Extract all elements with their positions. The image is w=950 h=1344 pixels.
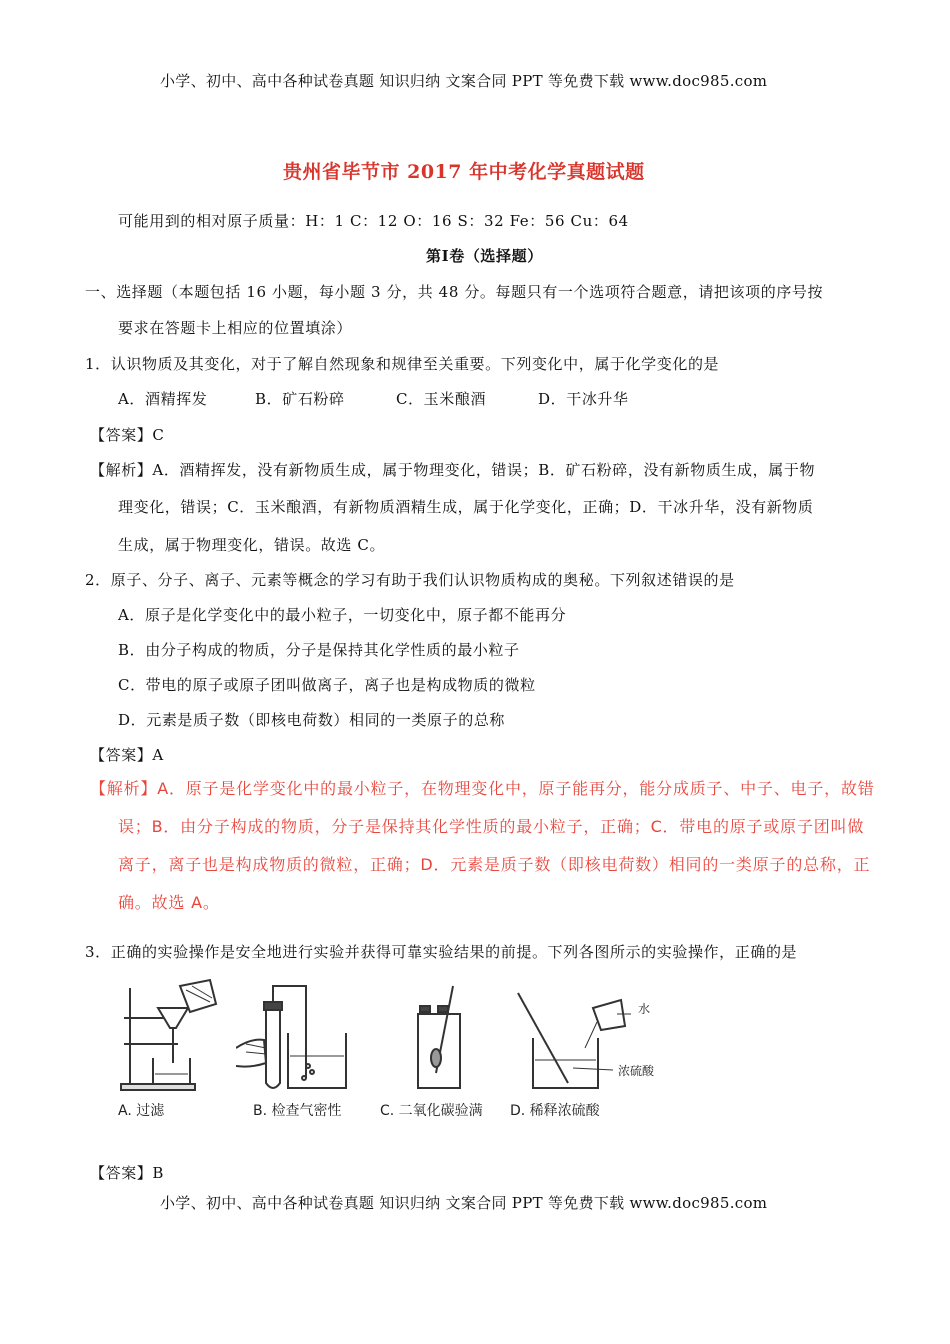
q3-figures [118,978,655,1133]
q2-option-d: D．元素是质子数（即核电荷数）相同的一类原子的总称 [118,711,506,729]
caption-a: A. 过滤 [118,1103,165,1119]
section-instructions-line2: 要求在答题卡上相应的位置填涂） [118,319,353,337]
page-title: 贵州省毕节市 2017 年中考化学真题试题 [283,161,645,183]
section-instructions-line1: 一、选择题（本题包括 16 小题，每小题 3 分，共 48 分。每题只有一个选项符合题意，请把该项的序号按 [85,283,824,301]
q2-analysis-line4: 确。故选 A。 [118,893,220,912]
q2-option-c: C．带电的原子或原子团叫做离子，离子也是构成物质的微粒 [118,676,536,694]
q2-analysis-line3: 离子，离子也是构成物质的微粒，正确；D．元素是质子数（即核电荷数）相同的一类原子的总称，正 [118,855,871,874]
q1-analysis-line2: 理变化，错误；C．玉米酿酒，有新物质酒精生成，属于化学变化，正确；D．干冰升华，没有新物质 [118,498,814,516]
label-water: 水 [638,1002,651,1016]
header-banner: 小学、初中、高中各种试卷真题 知识归纳 文案合同 PPT 等免费下载 www.doc985.com [160,72,768,90]
q1-option-a: A．酒精挥发 [118,390,208,408]
q1-option-d: D．干冰升华 [538,390,629,408]
caption-b: B. 检查气密性 [253,1103,342,1119]
filtration-figure [118,978,228,1098]
q2-analysis-line2: 误；B．由分子构成的物质，分子是保持其化学性质的最小粒子，正确；C．带电的原子或原子团叫做 [118,817,865,836]
atomic-mass-line: 可能用到的相对原子质量：H：1 C：12 O：16 S：32 Fe：56 Cu：64 [118,212,629,230]
q2-option-a: A．原子是化学变化中的最小粒子，一切变化中，原子都不能再分 [118,606,567,624]
q1-option-c: C．玉米酿酒 [396,390,487,408]
label-acid: 浓硫酸 [618,1064,655,1078]
q3-stem: 3．正确的实验操作是安全地进行实验并获得可靠实验结果的前提。下列各图所示的实验操作，正确的是 [85,943,798,961]
q2-option-b: B．由分子构成的物质，分子是保持其化学性质的最小粒子 [118,641,520,659]
q2-analysis-line1: 【解析】A．原子是化学变化中的最小粒子，在物理变化中，原子能再分，能分成质子、中子、电子，故错 [90,779,875,798]
q2-answer: 【答案】A [90,746,164,764]
dilution-figure [513,978,643,1098]
caption-c: C. 二氧化碳验满 [380,1103,483,1119]
volume-heading: 第Ⅰ卷（选择题） [426,247,543,265]
co2-test-figure [398,978,498,1098]
q1-option-b: B．矿石粉碎 [255,390,345,408]
q1-analysis-line3: 生成，属于物理变化，错误。故选 C。 [118,536,386,554]
q1-answer: 【答案】C [90,426,165,444]
q2-stem: 2．原子、分子、离子、元素等概念的学习有助于我们认识物质构成的奥秘。下列叙述错误的是 [85,571,735,589]
q1-stem: 1．认识物质及其变化，对于了解自然现象和规律至关重要。下列变化中，属于化学变化的是 [85,355,720,373]
footer-banner: 小学、初中、高中各种试卷真题 知识归纳 文案合同 PPT 等免费下载 www.doc985.com [160,1194,768,1212]
caption-d: D. 稀释浓硫酸 [510,1103,600,1119]
q1-analysis-line1: 【解析】A．酒精挥发，没有新物质生成，属于物理变化，错误；B．矿石粉碎，没有新物质生成，属于物 [90,461,816,479]
q3-answer: 【答案】B [90,1164,165,1182]
airtightness-figure [236,978,366,1098]
